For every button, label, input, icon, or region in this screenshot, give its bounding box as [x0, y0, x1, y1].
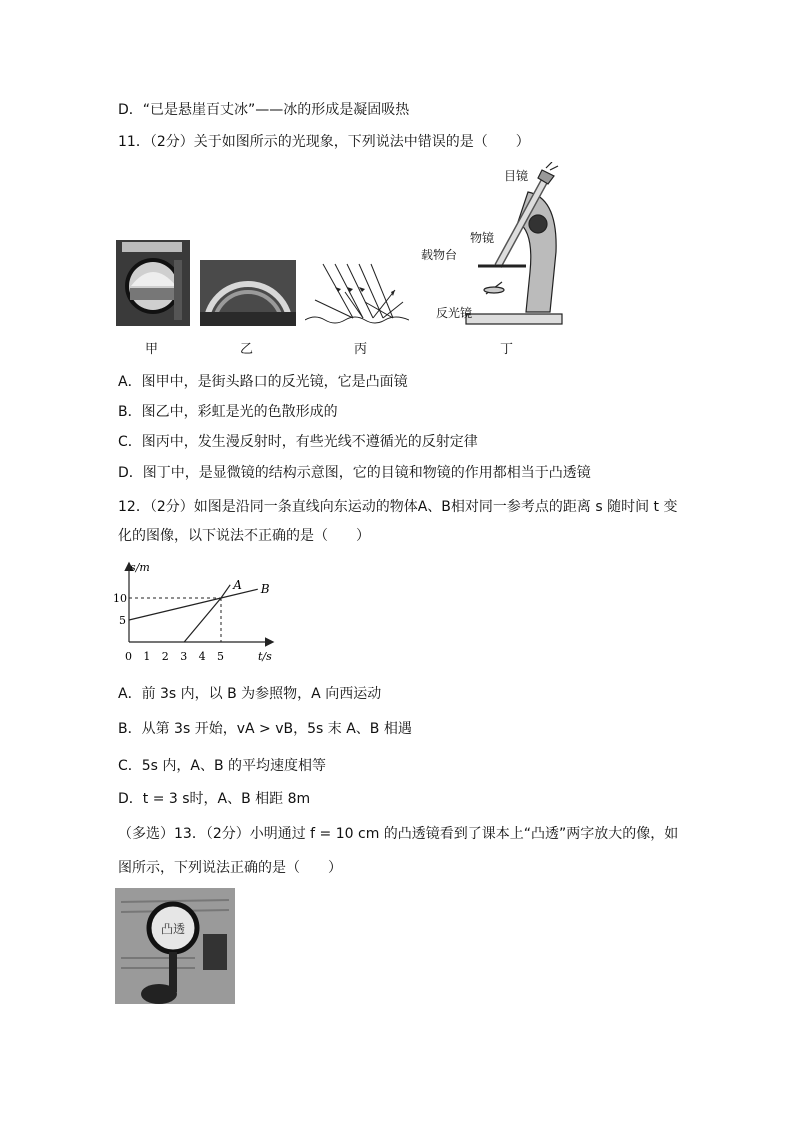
label-mirror: 反光镜 [436, 306, 473, 320]
series-label-B: B [260, 582, 270, 597]
q12-stem-line2: 化的图像，以下说法不正确的是（ ） [118, 528, 370, 544]
x-tick-label: 1 [143, 650, 151, 663]
y-axis-label: s/m [130, 561, 150, 574]
x-axis-label: t/s [258, 650, 272, 663]
series-line-A [184, 585, 230, 642]
x-tick-label: 0 [125, 650, 132, 663]
caption-jia: 甲 [145, 342, 159, 357]
series-line-B [129, 589, 258, 620]
q12-option-c: C．5s 内，A、B 的平均速度相等 [118, 758, 327, 774]
figure-yi-rainbow [200, 260, 296, 326]
q12-option-b: B．从第 3s 开始，vA > vB，5s 末 A、B 相遇 [118, 721, 412, 737]
q11-option-a: A．图甲中，是街头路口的反光镜，它是凸面镜 [118, 374, 408, 390]
q11-option-d: D．图丁中，是显微镜的结构示意图，它的目镜和物镜的作用都相当于凸透镜 [118, 465, 591, 481]
x-tick-label: 4 [198, 650, 206, 663]
label-eyepiece: 目镜 [504, 169, 529, 183]
figure-magnifier-photo [115, 888, 235, 1004]
q10-option-d: D．“已是悬崖百丈冰”——冰的形成是凝固吸热 [118, 102, 410, 118]
s-t-graph [112, 560, 282, 670]
q11-stem: 11．（2分）关于如图所示的光现象，下列说法中错误的是（ ） [118, 134, 530, 150]
s-t-chart-svg [112, 560, 282, 670]
caption-bing: 丙 [354, 342, 368, 357]
q12-stem-line1: 12．（2分）如图是沿同一条直线向东运动的物体A、B相对同一参考点的距离 s 随时间 t 变 [118, 499, 678, 515]
figure-jia-convex-mirror [116, 240, 190, 326]
y-tick-label: 5 [119, 614, 126, 627]
x-tick-label: 2 [161, 650, 169, 663]
q12-option-d: D．t = 3 s时，A、B 相距 8m [118, 791, 311, 807]
magnified-text: 凸透 [161, 922, 186, 936]
q11-option-b: B．图乙中，彩虹是光的色散形成的 [118, 404, 338, 420]
figure-bing-diffuse-reflection [305, 262, 409, 332]
label-objective: 物镜 [470, 231, 495, 245]
y-tick-label: 10 [113, 592, 127, 605]
caption-yi: 乙 [240, 342, 254, 357]
caption-ding: 丁 [500, 342, 514, 357]
q13-stem-line1: （多选）13．（2分）小明通过 f = 10 cm 的凸透镜看到了课本上“凸透”两字放大的像，如 [118, 826, 679, 842]
q13-stem-line2: 图所示，下列说法正确的是（ ） [118, 860, 342, 876]
q12-option-a: A．前 3s 内，以 B 为参照物，A 向西运动 [118, 686, 382, 702]
x-tick-label: 5 [217, 650, 224, 663]
q11-option-c: C．图丙中，发生漫反射时，有些光线不遵循光的反射定律 [118, 434, 478, 450]
series-label-A: A [233, 577, 242, 592]
label-stage: 载物台 [421, 248, 458, 262]
x-tick-label: 3 [180, 650, 188, 663]
